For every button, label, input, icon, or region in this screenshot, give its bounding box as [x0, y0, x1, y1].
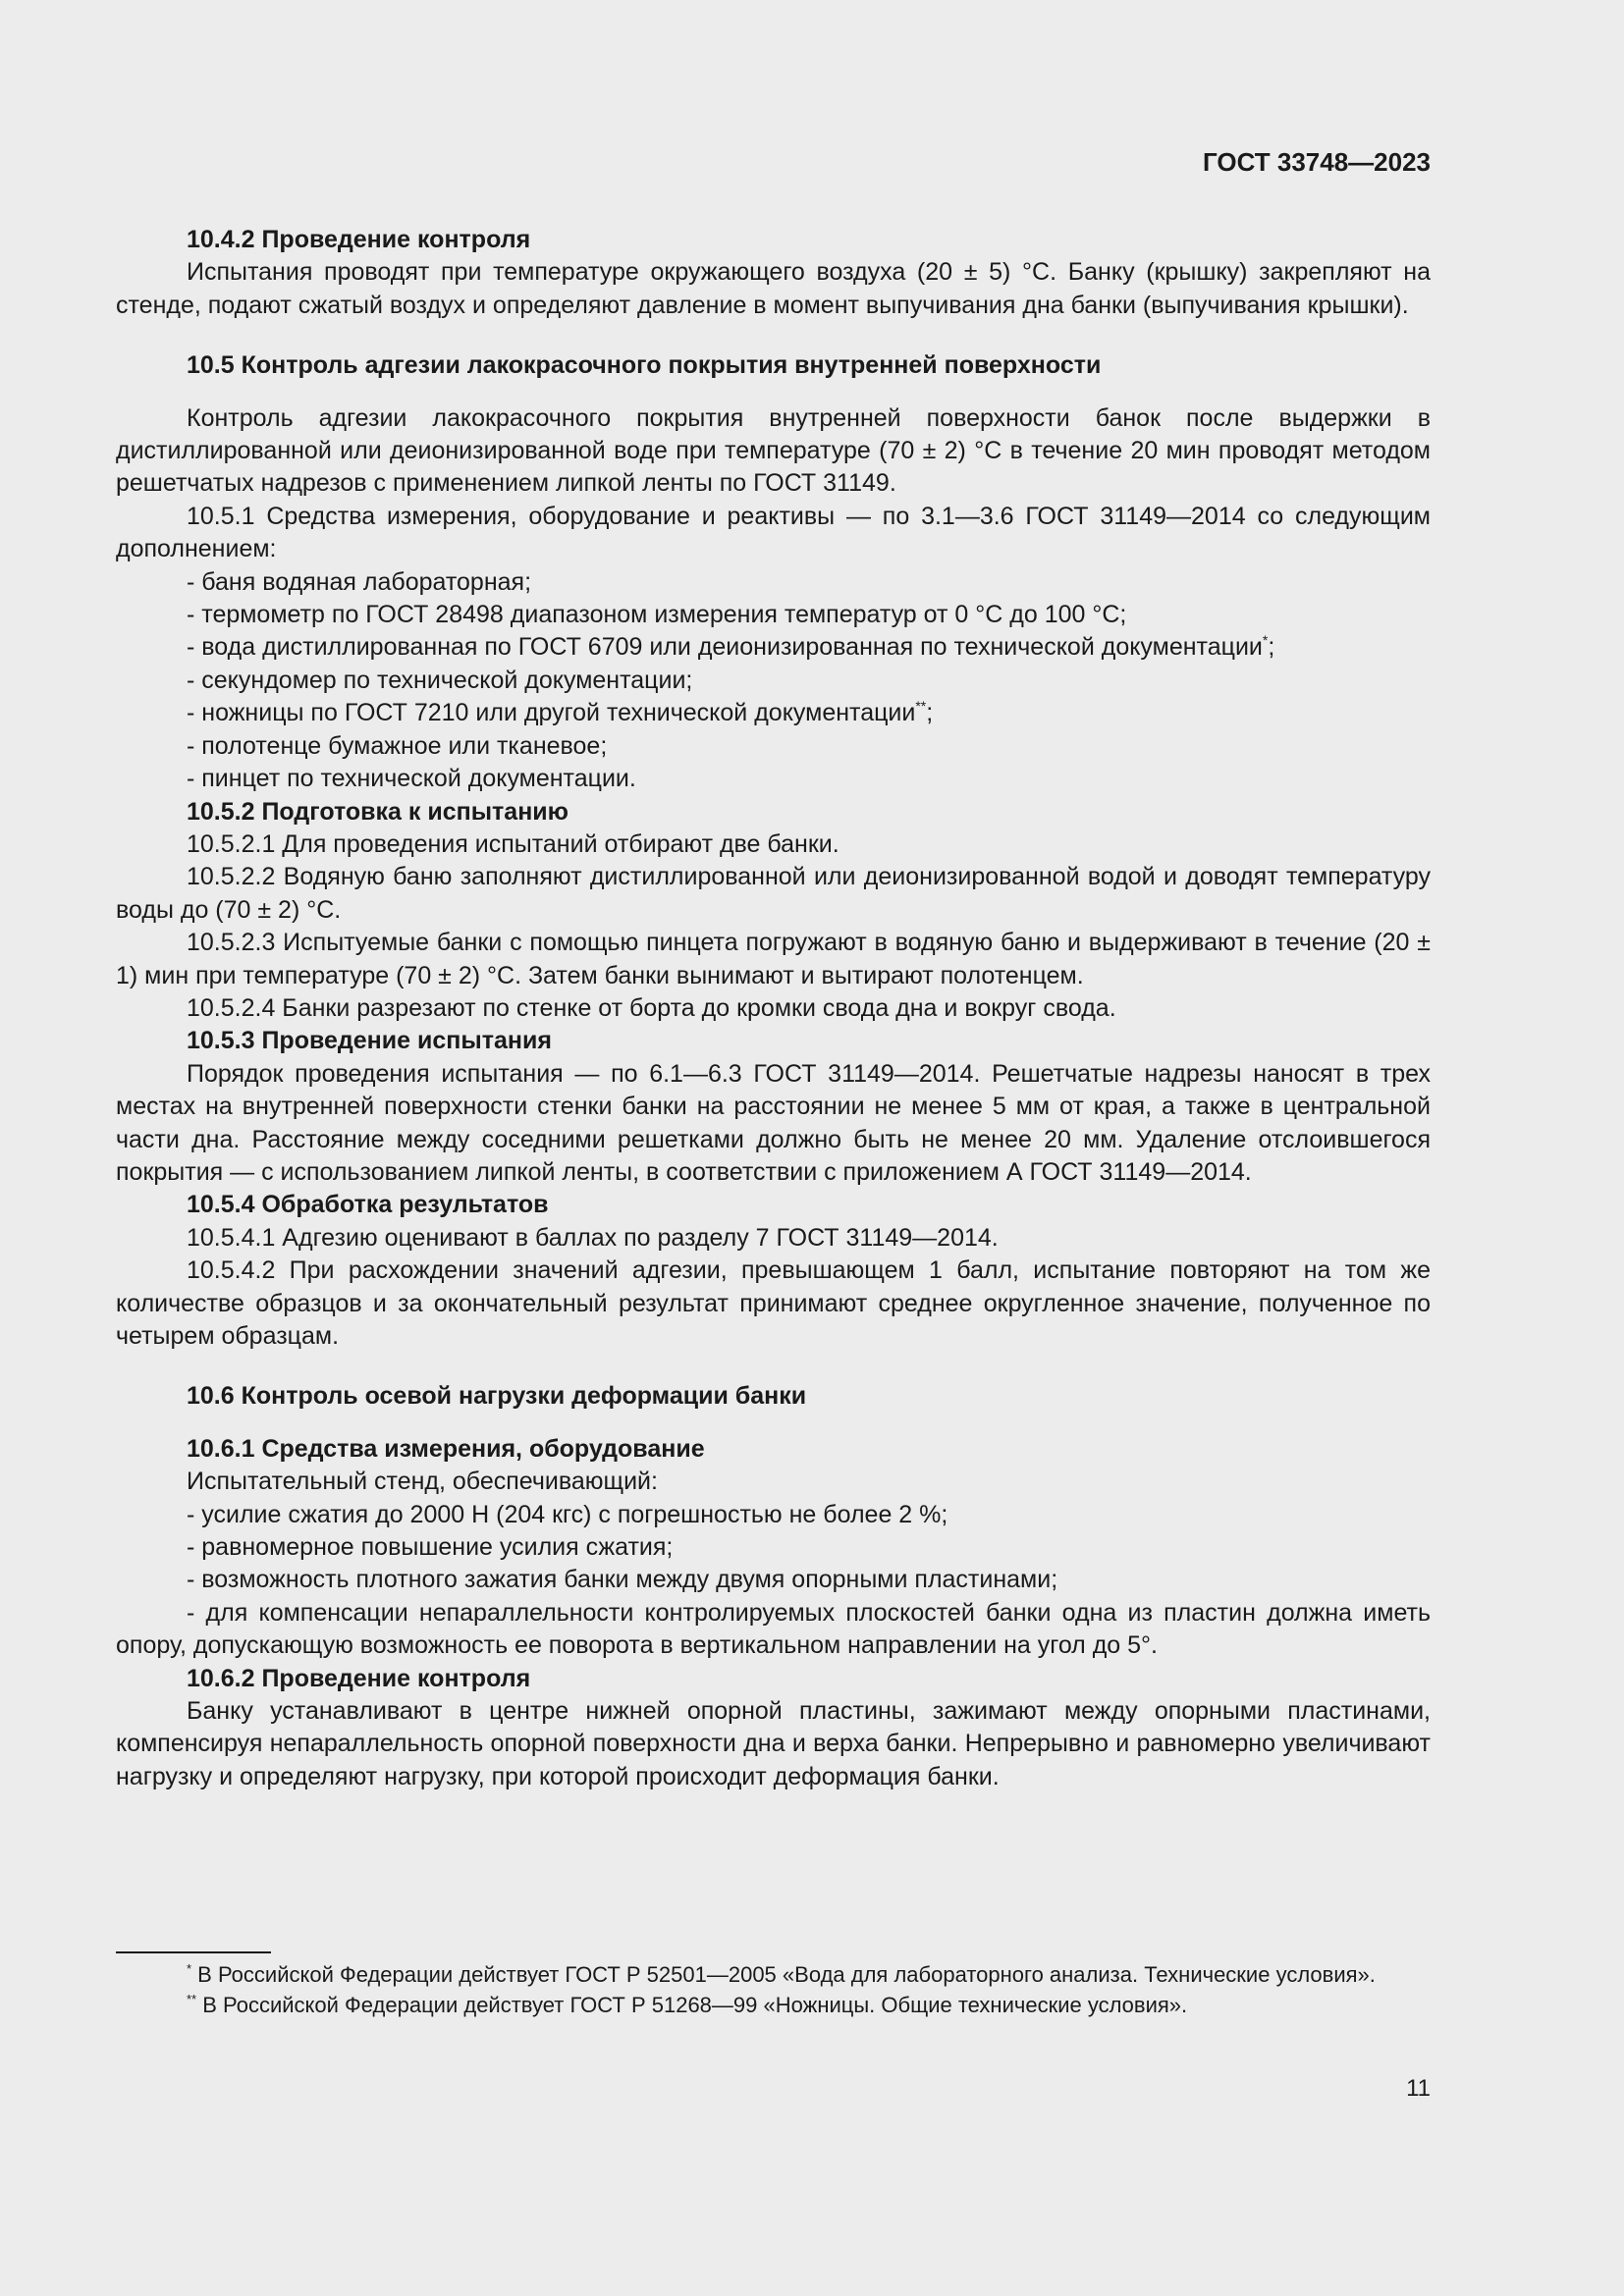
document-code: ГОСТ 33748—2023	[1203, 147, 1431, 177]
paragraph-10-5-2-4: 10.5.2.4 Банки разрезают по стенке от борта до кромки свода дна и вокруг свода.	[187, 993, 1116, 1022]
section-heading-10-5: 10.5 Контроль адгезии лакокрасочного покрытия внутренней поверхности	[187, 351, 1102, 380]
footnotes	[116, 1951, 1431, 2020]
section-heading-10-5-3: 10.5.3 Проведение испытания	[187, 1027, 552, 1055]
paragraph-10-5-2-1: 10.5.2.1 Для проведения испытаний отбирают две банки.	[187, 829, 839, 858]
paragraph-10-5-2-3: 10.5.2.3 Испытуемые банки с помощью пинцета погружают в водяную баню и выдерживают в течение (20 ± 1) мин при температуре (70 ± 2) °С. Затем банки вынимают и вытирают полотенцем.	[116, 929, 1431, 989]
paragraph-10-5-1: 10.5.1 Средства измерения, оборудование и реактивы — по 3.1—3.6 ГОСТ 31149—2014 со следующим дополнением:	[116, 502, 1431, 563]
footnote-divider	[116, 1951, 271, 1953]
list-item: - пинцет по технической документации.	[187, 765, 636, 793]
list-item: - возможность плотного зажатия банки между двумя опорными пластинами;	[187, 1566, 1058, 1594]
paragraph-10-4-2: Испытания проводят при температуре окружающего воздуха (20 ± 5) °С. Банку (крышку) закрепляют на стенде, подают сжатый воздух и определяют давление в момент выпучивания дна банки (выпучивания крышки).	[116, 258, 1431, 319]
footnote-ref: **	[915, 698, 927, 715]
list-item: - термометр по ГОСТ 28498 диапазоном измерения температур от 0 °С до 100 °С;	[187, 601, 1127, 629]
paragraph-10-5-4-1: 10.5.4.1 Адгезию оценивают в баллах по разделу 7 ГОСТ 31149—2014.	[187, 1223, 999, 1252]
list-item: - полотенце бумажное или тканевое;	[187, 731, 608, 760]
paragraph-10-6-1-intro: Испытательный стенд, обеспечивающий:	[187, 1468, 658, 1496]
section-heading-10-4-2: 10.4.2 Проведение контроля	[187, 226, 531, 253]
document-body	[116, 224, 1431, 1793]
section-heading-10-5-4: 10.5.4 Обработка результатов	[187, 1191, 549, 1219]
paragraph-10-5-4-2: 10.5.4.2 При расхождении значений адгезии, превышающем 1 балл, испытание повторяют на том же количестве образцов и за окончательный результат принимают среднее округленное значение, полученное по четырем образцам.	[116, 1256, 1431, 1350]
footnote-2: ** В Российской Федерации действует ГОСТ Р 51268—99 «Ножницы. Общие технические условия».	[187, 1992, 1188, 2017]
list-item: - баня водяная лабораторная;	[187, 567, 532, 596]
list-item: - вода дистиллированная по ГОСТ 6709 или деионизированная по технической документации*;	[187, 632, 1275, 662]
list-item: - секундомер по технической документации;	[187, 666, 693, 694]
paragraph-10-5-3: Порядок проведения испытания — по 6.1—6.3 ГОСТ 31149—2014. Решетчатые надрезы наносят в трех местах на внутренней поверхности стенки банки на расстоянии не менее 5 мм от края, а также в центральной части дна. Расстояние между соседними решетками должно быть не менее 20 мм. Удаление отслоившегося покрытия — с использованием липкой ленты, в соответствии с приложением А ГОСТ 31149—2014.	[116, 1059, 1431, 1186]
section-heading-10-6-2: 10.6.2 Проведение контроля	[187, 1664, 531, 1692]
footnote-mark: **	[187, 1992, 197, 2006]
footnote-mark: *	[187, 1961, 192, 1976]
paragraph-10-6-2: Банку устанавливают в центре нижней опорной пластины, зажимают между опорными пластинами, компенсируя непараллельность опорной поверхности дна и верха банки. Непрерывно и равномерно увеличивают нагрузку и определяют нагрузку, при которой происходит деформация банки.	[116, 1697, 1431, 1790]
footnote-1: * В Российской Федерации действует ГОСТ Р 52501—2005 «Вода для лабораторного анализа. Технические условия».	[187, 1961, 1376, 1987]
list-item: - равномерное повышение усилия сжатия;	[187, 1533, 674, 1562]
document-page	[116, 0, 1431, 2296]
section-heading-10-6: 10.6 Контроль осевой нагрузки деформации банки	[187, 1382, 807, 1411]
list-item: - ножницы по ГОСТ 7210 или другой технической документации**;	[187, 698, 934, 727]
paragraph-10-5-intro: Контроль адгезии лакокрасочного покрытия внутренней поверхности банок после выдержки в дистиллированной или деионизированной воде при температуре (70 ± 2) °С в течение 20 мин проводят методом решетчатых надрезов с применением липкой ленты по ГОСТ 31149.	[116, 403, 1431, 498]
section-heading-10-5-2: 10.5.2 Подготовка к испытанию	[187, 797, 569, 826]
paragraph-10-5-2-2: 10.5.2.2 Водяную баню заполняют дистиллированной или деионизированной водой и доводят температуру воды до (70 ± 2) °С.	[116, 863, 1431, 924]
page-number: 11	[1406, 2075, 1431, 2102]
list-item: - для компенсации непараллельности контролируемых плоскостей банки одна из пластин должна иметь опору, допускающую возможность ее поворота в вертикальном направлении на угол до 5°.	[116, 1598, 1431, 1660]
section-heading-10-6-1: 10.6.1 Средства измерения, оборудование	[187, 1434, 705, 1463]
footnote-ref: *	[1262, 632, 1269, 649]
list-item: - усилие сжатия до 2000 Н (204 кгс) с погрешностью не более 2 %;	[187, 1500, 948, 1528]
